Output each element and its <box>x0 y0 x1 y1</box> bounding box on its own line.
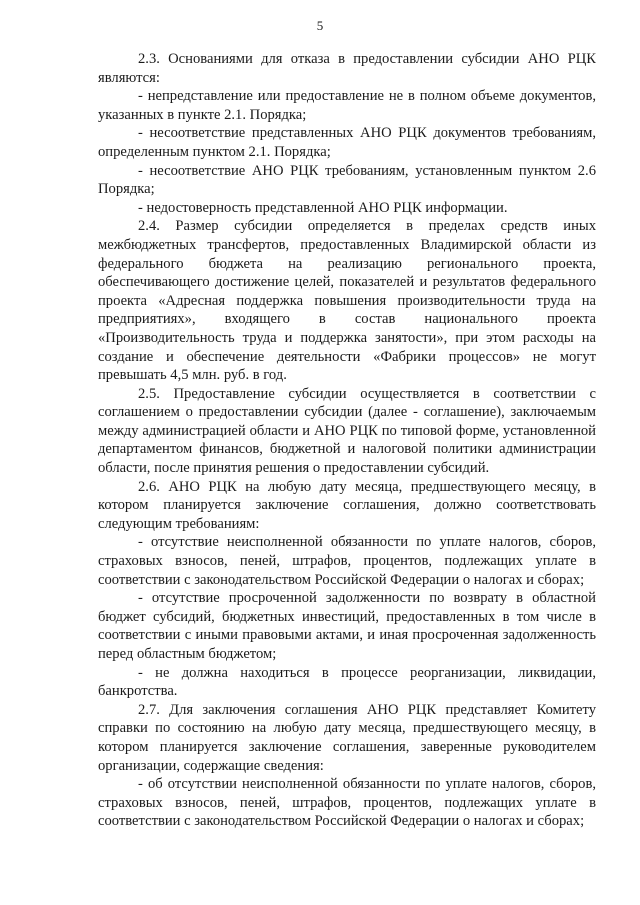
list-item-documents: - непредставление или предоставление не в полном объеме документов, указанных в пункте 2.1. Порядка; <box>98 88 596 123</box>
document-body <box>98 50 596 831</box>
list-item-information: - недостоверность представленной АНО РЦК информации. <box>138 199 508 216</box>
list-item-tax-certificate: - об отсутствии неисполненной обязанности по уплате налогов, сборов, страховых взносов, пеней, штрафов, процентов, подлежащих уплате в соответствии с законодательством Российской Федерации о налогах и сборах; <box>98 776 596 830</box>
list-item-debt: - отсутствие просроченной задолженности по возврату в областной бюджет субсидий, бюджетных инвестиций, предоставленных в том числе в соответствии с иными правовыми актами, и иная просроченная задолженность перед областным бюджетом; <box>98 590 596 662</box>
list-item-reorganization: - не должна находиться в процессе реорганизации, ликвидации, банкротства. <box>98 664 596 700</box>
paragraph-2-6: 2.6. АНО РЦК на любую дату месяца, предшествующего месяцу, в котором планируется заключение соглашения, должно соответствовать следующим требованиям: <box>98 478 596 532</box>
list-item-requirements: - несоответствие АНО РЦК требованиям, установленным пунктом 2.6 Порядка; <box>98 162 596 198</box>
paragraph-2-7: 2.7. Для заключения соглашения АНО РЦК представляет Комитету справки по состоянию на любую дату месяца, предшествующего месяцу, в котором планируется заключение соглашения, заверенные руководителем организации, содержащие сведения: <box>98 701 596 774</box>
paragraph-2-4: 2.4. Размер субсидии определяется в пределах средств иных межбюджетных трансфертов, предоставленных Владимирской области из федерального бюджета на реализацию регионального проекта, обеспечивающего достижение целей, показателей и результатов федерального проекта «Адресная поддержка повышения производительности труда на предприятиях», входящего в состав национального проекта «Производительность труда и поддержка занятости», при этом расходы на создание и обеспечение деятельности «Фабрики процессов» не могут превышать 4,5 млн. руб. в год. <box>98 218 596 384</box>
paragraph-2-3: 2.3. Основаниями для отказа в предоставлении субсидии АНО РЦК являются: <box>98 51 596 86</box>
list-item-taxes: - отсутствие неисполненной обязанности по уплате налогов, сборов, страховых взносов, пеней, штрафов, процентов, подлежащих уплате в соответствии с законодательством Российской Федерации о налогах и сборах; <box>98 534 596 588</box>
paragraph-2-5: 2.5. Предоставление субсидии осуществляется в соответствии с соглашением о предоставлении субсидии (далее - соглашение), заключаемым между администрацией области и АНО РЦК по типовой форме, установленной департаментом финансов, бюджетной и налоговой политики администрации области, после принятия решения о предоставлении субсидий. <box>98 385 596 477</box>
list-item-doc-requirements: - несоответствие представленных АНО РЦК документов требованиям, определенным пунктом 2.1. Порядка; <box>98 125 596 160</box>
page-number: 5 <box>316 18 324 33</box>
